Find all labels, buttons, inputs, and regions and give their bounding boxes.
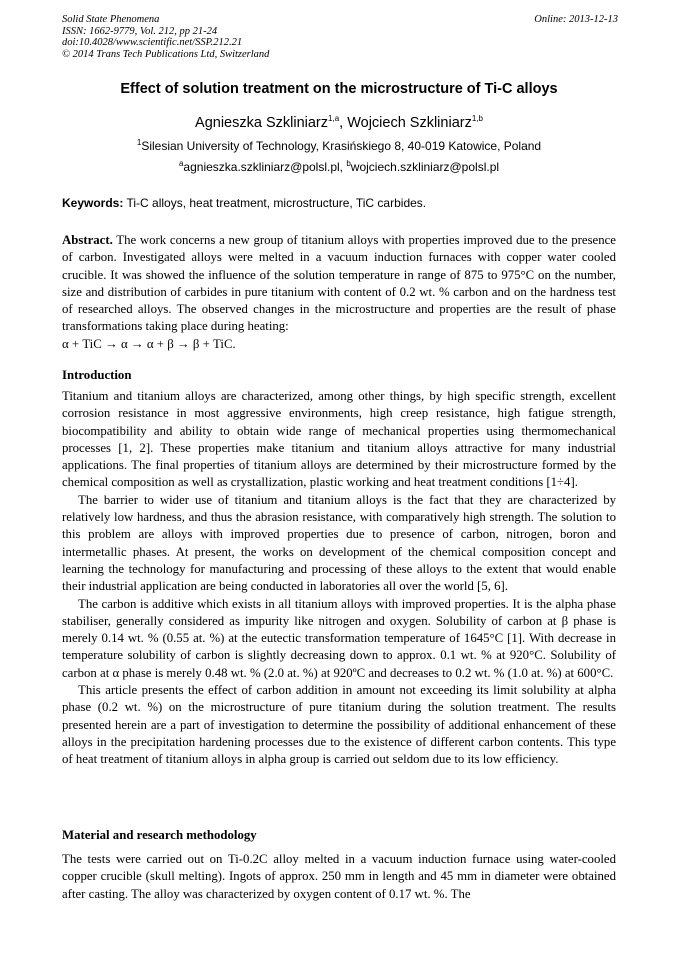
- email-address: agnieszka.szkliniarz@polsl.pl,: [183, 160, 347, 174]
- copyright-line: © 2014 Trans Tech Publications Ltd, Switzerland: [62, 48, 270, 60]
- author-name: Agnieszka Szkliniarz: [195, 115, 329, 131]
- method-body: [62, 851, 616, 903]
- journal-header: [62, 14, 618, 60]
- paragraph: The carbon is additive which exists in all titanium alloys with improved properties. It is the alpha phase stabiliser, generally considered as impurity like nitrogen and oxygen. Solubility of carbon at β phase is merely 0.14 wt. % (0.55 at. %) at the eutectic transformation temperature of 1645°C [1]. With decrease in temperature solubility of carbon is slightly decreasing down to approx. 0.1 wt. % at 920°C. Solubility of carbon at α phase is merely 0.48 wt. % (2.0 at. %) at 920ºC and decreases to 0.2 wt. % (1.0 at. %) at 600°C.: [62, 596, 616, 680]
- email-address: wojciech.szkliniarz@polsl.pl: [350, 160, 500, 174]
- online-date: Online: 2013-12-13: [534, 14, 618, 25]
- keywords-text: Ti-C alloys, heat treatment, microstructure, TiC carbides.: [123, 196, 427, 210]
- journal-name: Solid State Phenomena: [62, 14, 160, 25]
- email-line: [0, 160, 678, 174]
- paragraph: The tests were carried out on Ti-0.2C alloy melted in a vacuum induction furnace using water-cooled copper crucible (skull melting). Ingots of approx. 250 mm in length and 45 mm in diameter were obtained after casting. The alloy was characterized by oxygen content of 0.17 wt. %. The: [62, 852, 616, 901]
- introduction-body: [62, 388, 616, 769]
- author-line: [0, 115, 678, 131]
- keywords: [62, 196, 618, 210]
- keywords-label: Keywords:: [62, 196, 124, 210]
- affiliation-superscript: 1: [136, 138, 142, 147]
- author-separator: ,: [339, 115, 348, 131]
- author-superscript: 1,a: [328, 114, 340, 124]
- paragraph: Titanium and titanium alloys are characterized, among other things, by high specific strength, excellent corrosion resistance in most aggressive environments, high creep resistance, high fatigue strength, biocompatibility and ability to obtain wide range of mechanical properties using thermomechanical processes [1, 2]. These properties make titanium and titanium alloys attractive for many industrial applications. The final properties of titanium alloys are determined by their microstructure formed by the chemical composition as well as crystallization, plastic working and heat treatment conditions [1÷4].: [62, 389, 616, 490]
- email-superscript: a: [178, 159, 184, 168]
- author-superscript: 1,b: [471, 114, 483, 124]
- email-superscript: b: [346, 159, 351, 168]
- section-heading: Introduction: [62, 368, 132, 382]
- author-name: Wojciech Szkliniarz: [347, 115, 472, 131]
- abstract-reaction: α + TiC → α → α + β → β + TiC.: [62, 336, 236, 351]
- abstract: [62, 232, 616, 353]
- section-heading: Material and research methodology: [62, 828, 257, 842]
- doi-line: doi:10.4028/www.scientific.net/SSP.212.21: [62, 37, 243, 49]
- paper-title: Effect of solution treatment on the microstructure of Ti-C alloys: [120, 81, 558, 97]
- abstract-text: The work concerns a new group of titanium alloys with properties improved due to the presence of carbon. Investigated alloys were melted in a vacuum induction furnaces with copper water cooled crucible. It was showed the influence of the solution temperature in range of 875 to 975°C on the number, size and distribution of carbides in pure titanium with content of 0.2 wt. % carbon and on the hardness test of researched alloys. The observed changes in the microstructure and properties are the result of phase transformations taking place during heating:: [62, 233, 616, 334]
- issn-line: ISSN: 1662-9779, Vol. 212, pp 21-24: [62, 25, 218, 37]
- paragraph: The barrier to wider use of titanium and titanium alloys is the fact that they are characterized by relatively low hardness, and thus the abrasion resistance, with comparatively high strength. The solution to this problem are alloys with improved properties due to presence of carbon, nitrogen, boron and intermetallic phases. At present, the works on development of the chemical composition concept and learning the technology for manufacturing and processing of these alloys to the extent that would enable their industrial application are being conducted in laboratories all over the world [5, 6].: [62, 492, 616, 594]
- affiliation-text: Silesian University of Technology, Krasińskiego 8, 40-019 Katowice, Poland: [141, 139, 542, 153]
- paragraph: This article presents the effect of carbon addition in amount not exceeding its limit solubility at alpha phase (0.2 wt. %) on the microstructure of pure titanium during the solution treatment. The results presented herein are a part of investigation to determine the possibility of additional enhancement of these alloys in the precipitation hardening processes due to the existence of different carbon contents. This type of heat treatment of titanium alloys in alpha group is carried out seldom due to its low efficiency.: [62, 683, 616, 767]
- affiliation: [0, 139, 678, 153]
- abstract-label: Abstract.: [62, 233, 113, 247]
